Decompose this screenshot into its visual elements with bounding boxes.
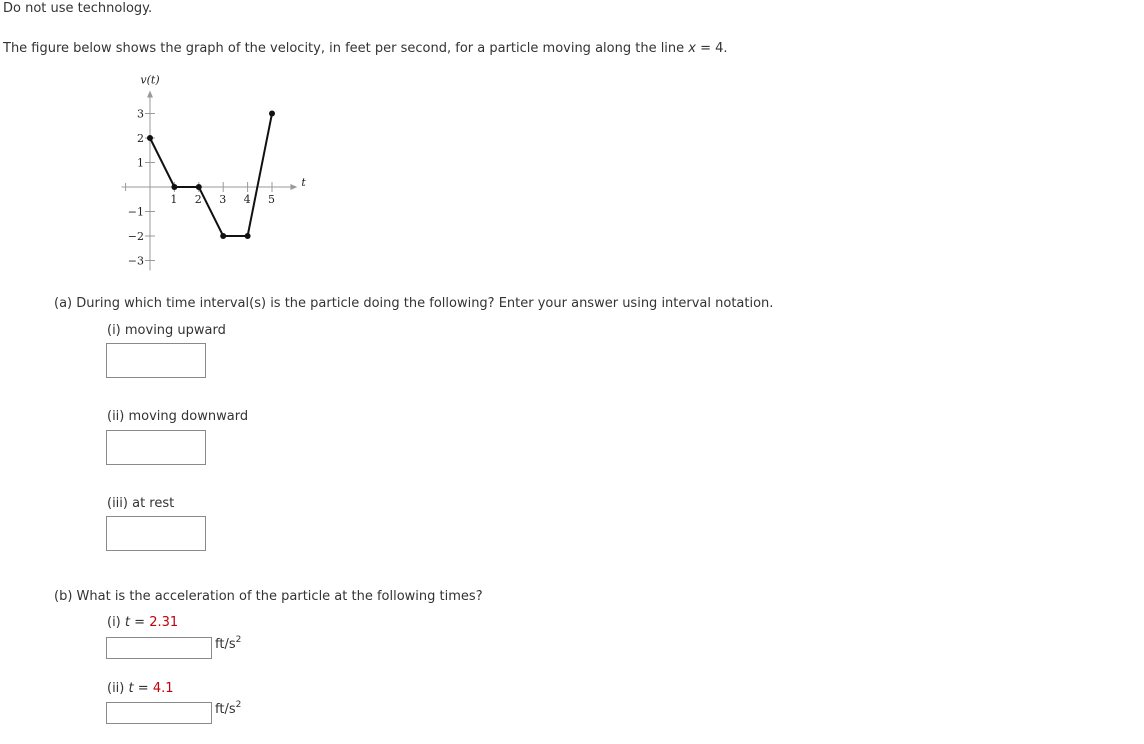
y-tick-label: 2 (137, 132, 144, 145)
x-tick-label: 2 (194, 193, 202, 206)
intro-line-equation: = 4. (700, 41, 728, 56)
y-tick-label: 1 (137, 156, 144, 170)
instruction-text: Do not use technology. (3, 1, 153, 16)
y-tick-label: −1 (127, 205, 144, 219)
part-b-ii-time-value: 4.1 (152, 681, 174, 696)
y-tick-label: −3 (127, 254, 144, 268)
data-point (220, 233, 226, 239)
part-b-i-time-value: 2.31 (149, 615, 179, 630)
x-axis-label: t (301, 176, 306, 189)
part-a-i-label: (i) moving upward (107, 323, 226, 338)
part-b-i-var: t (124, 615, 131, 630)
at-rest-input[interactable] (106, 516, 206, 551)
y-axis-arrow (147, 91, 153, 98)
x-tick-label: 3 (219, 193, 227, 206)
part-b-ii-eq: = (137, 681, 149, 696)
unit-exponent: 2 (235, 700, 242, 710)
intro-text: The figure below shows the graph of the velocity, in feet per second, for a particle moving along the line (3, 41, 685, 56)
part-b-prompt: (b) What is the acceleration of the particle at the following times? (54, 589, 483, 604)
acceleration-t1-input[interactable] (106, 637, 212, 659)
data-point (147, 135, 153, 141)
x-axis-arrow (290, 184, 297, 190)
part-b-i-eq: = (134, 615, 146, 630)
part-b-ii-prefix: (ii) (107, 681, 125, 696)
part-b-i-prefix: (i) (107, 615, 121, 630)
part-a-iii-label: (iii) at rest (107, 496, 175, 511)
x-tick-label: 1 (170, 193, 178, 206)
acceleration-t2-input[interactable] (106, 702, 212, 724)
part-a-prompt: (a) During which time interval(s) is the particle doing the following? Enter your answer using interval notation. (54, 296, 774, 311)
problem-intro (3, 41, 728, 56)
velocity-graph (110, 70, 320, 280)
x-tick-label: 4 (243, 193, 251, 206)
moving-downward-input[interactable] (106, 430, 206, 465)
acceleration-t1-unit (215, 637, 241, 652)
unit-base: ft/s (215, 637, 236, 652)
data-point (196, 184, 202, 190)
part-b-ii-label (107, 681, 174, 696)
y-axis-label: v(t) (140, 73, 160, 87)
data-point (245, 233, 251, 239)
unit-base: ft/s (215, 702, 236, 717)
data-point (171, 184, 177, 190)
y-tick-label: −2 (127, 230, 144, 243)
acceleration-t2-unit (215, 702, 241, 717)
part-b-ii-var: t (128, 681, 134, 696)
data-point (269, 111, 275, 117)
x-tick-label: 5 (268, 193, 275, 206)
intro-line-variable: x (688, 41, 696, 56)
y-tick-label: 3 (137, 107, 144, 121)
part-a-ii-label: (ii) moving downward (107, 409, 249, 424)
moving-upward-input[interactable] (106, 343, 206, 378)
unit-exponent: 2 (235, 635, 242, 645)
part-b-i-label (107, 615, 178, 630)
velocity-line (150, 114, 272, 237)
